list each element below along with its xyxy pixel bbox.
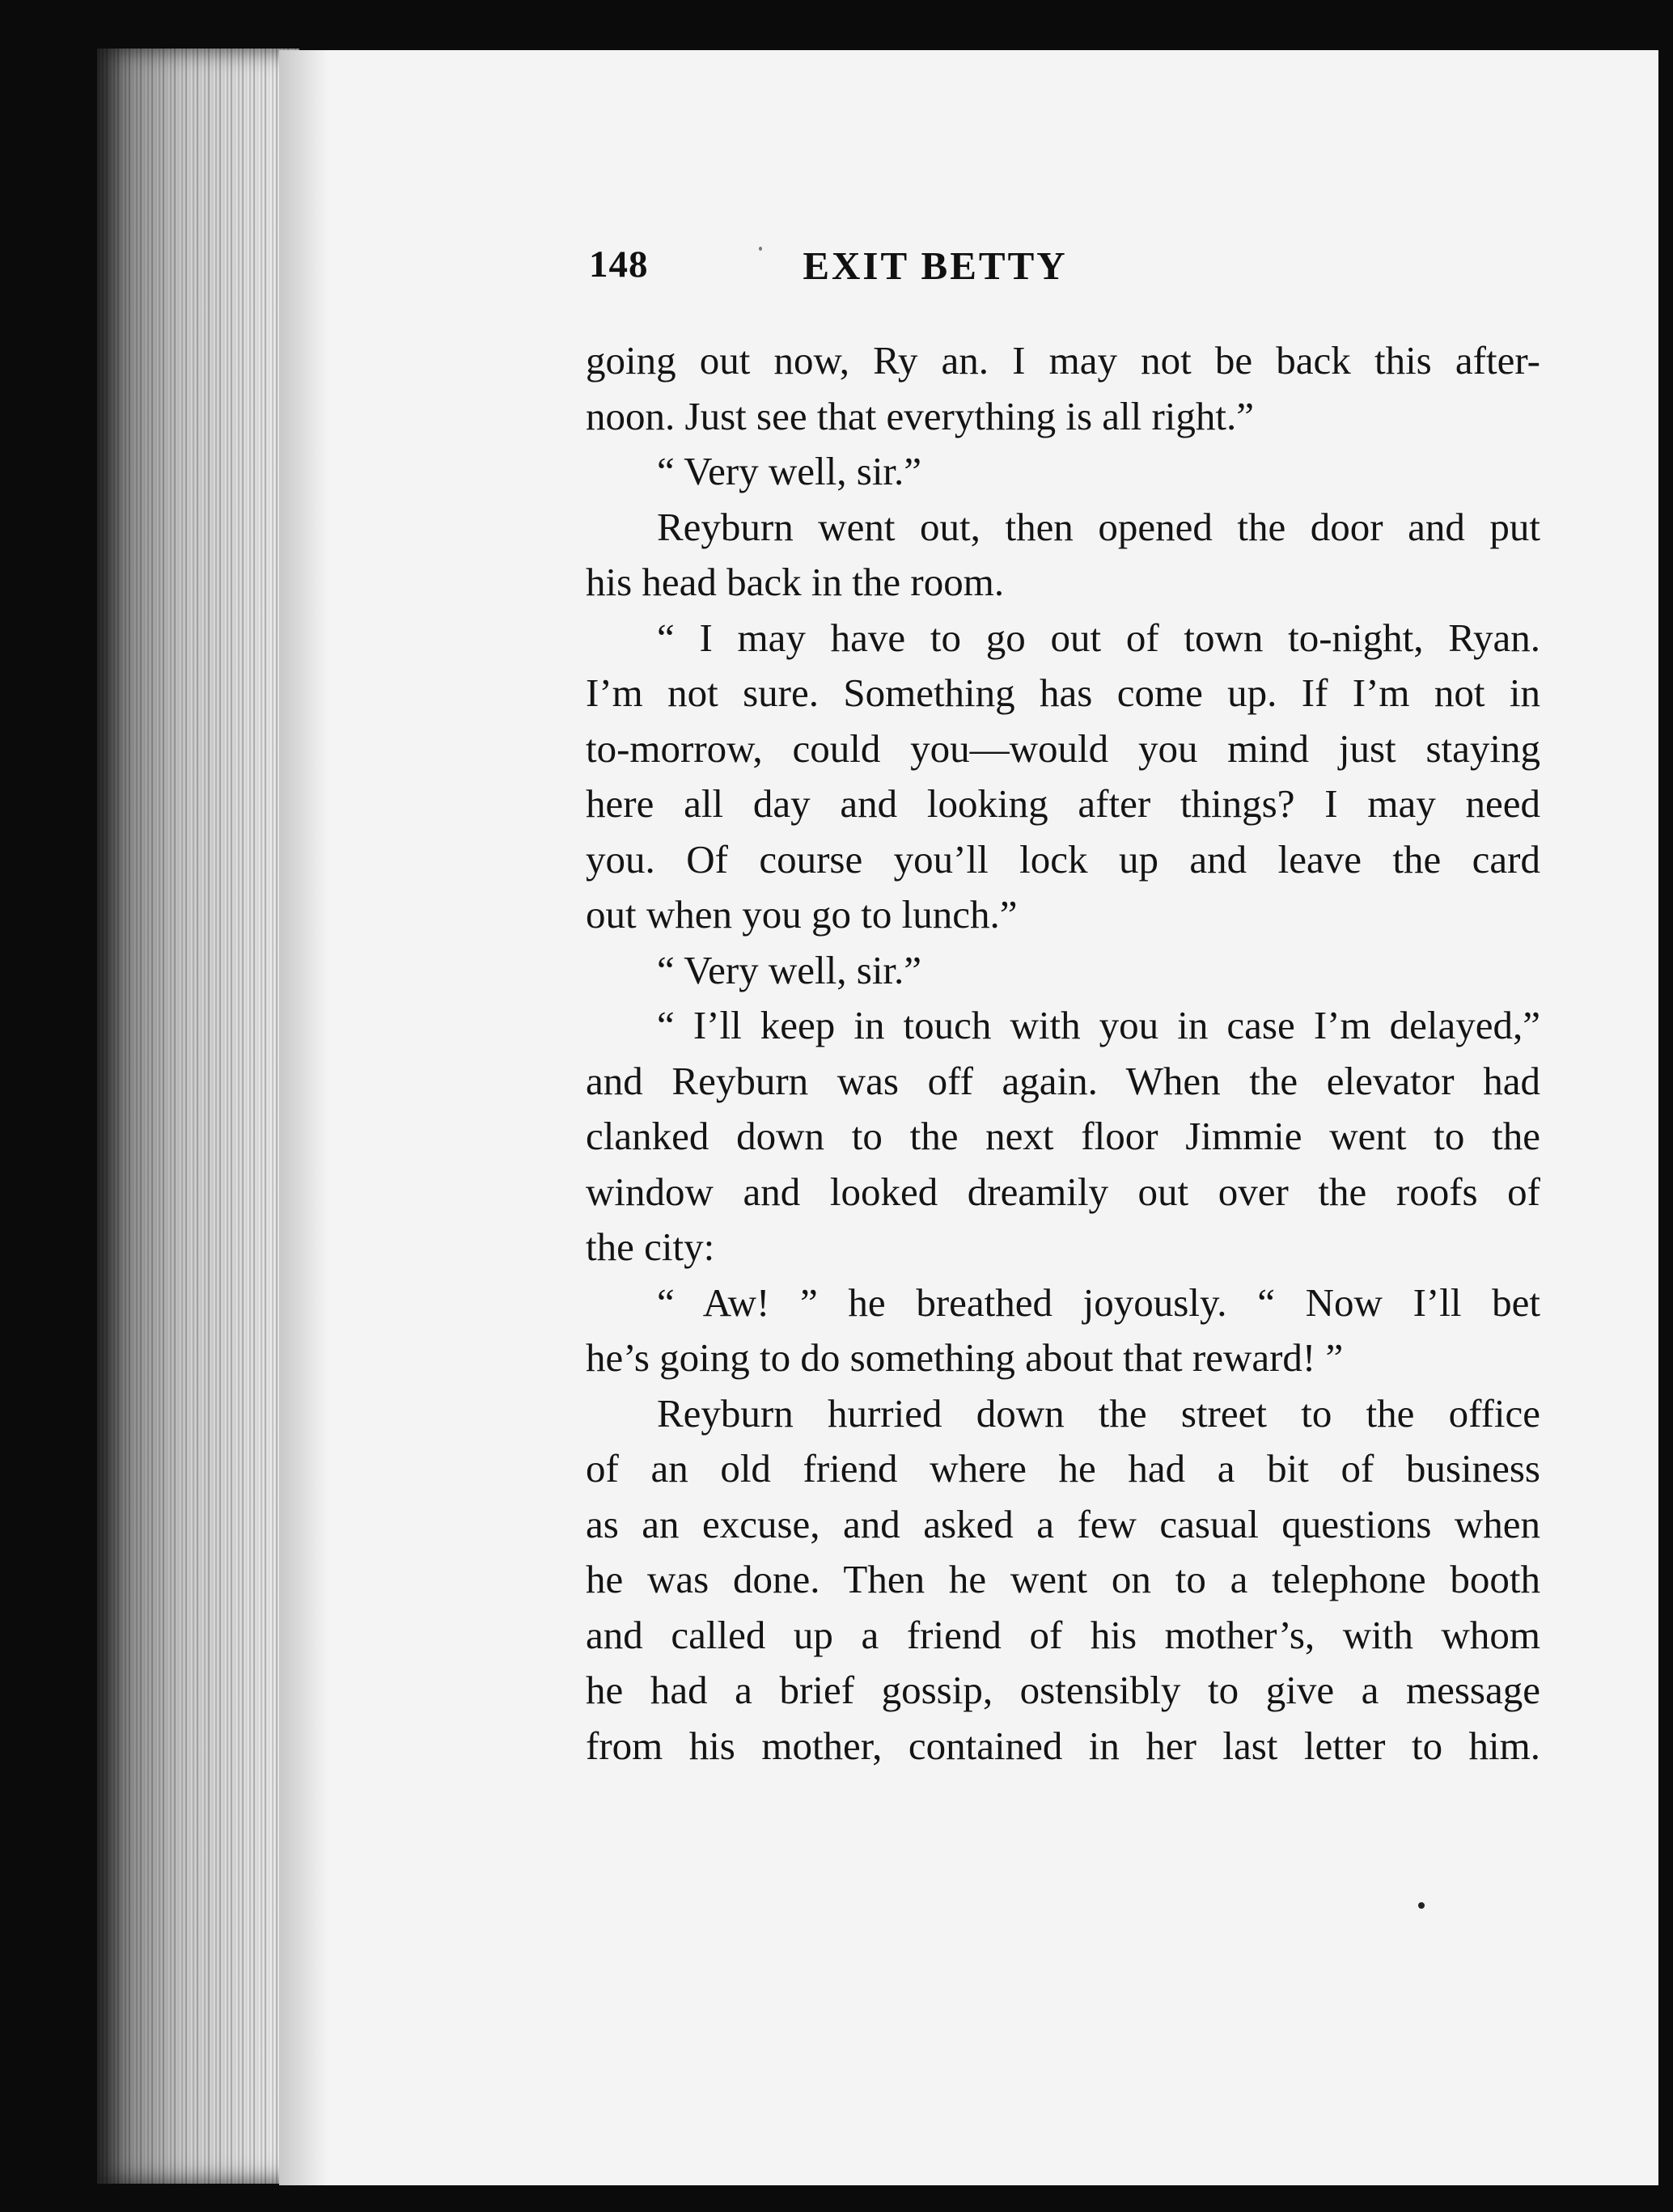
text-line: window and looked dreamily out over the roofs of [586,1169,1540,1214]
text-line: he’s going to do something about that reward! ” [586,1335,1344,1380]
text-line: as an excuse, and asked a few casual questions when [586,1501,1540,1546]
running-title: EXIT BETTY [803,243,1068,288]
print-speck [1418,1902,1425,1909]
print-speck [759,247,762,251]
gutter-shadow [279,50,328,2185]
text-line: out when you go to lunch.” [586,892,1018,937]
text-line: to-morrow, could you—would you mind just staying [586,725,1540,771]
text-line: and called up a friend of his mother’s, with whom [586,1612,1540,1657]
text-line: “ I may have to go out of town to-night, Ryan. [657,615,1540,660]
body-text [586,333,1540,1774]
page-number: 148 [589,243,649,285]
text-line: noon. Just see that everything is all right.” [586,393,1255,438]
text-line: “ Very well, sir.” [657,947,922,992]
text-line: clanked down to the next floor Jimmie went to the [586,1114,1540,1158]
text-line: of an old friend where he had a bit of business [586,1446,1540,1491]
text-line: the city: [586,1224,715,1269]
running-head [589,243,1204,307]
text-line: Reyburn went out, then opened the door and put [657,504,1540,549]
text-line: Reyburn hurried down the street to the office [657,1390,1540,1436]
text-line: his head back in the room. [586,560,1005,604]
text-line: I’m not sure. Something has come up. If I’m not in [586,670,1540,715]
text-line: he was done. Then he went on to a telephone booth [586,1557,1540,1601]
text-line: here all day and looking after things? I may need [586,781,1540,826]
text-line: and Reyburn was off again. When the elevator had [586,1058,1540,1103]
text-line: you. Of course you’ll lock up and leave the card [586,836,1540,882]
book-page-edges [97,49,299,2184]
text-line: going out now, Ry an. I may not be back this after- [586,338,1540,383]
text-line: “ Very well, sir.” [657,449,922,493]
text-line: he had a brief gossip, ostensibly to give a message [586,1668,1540,1712]
text-line: “ I’ll keep in touch with you in case I’m delayed,” [657,1003,1540,1047]
text-line: from his mother, contained in her last letter to him. [586,1723,1540,1768]
text-line: “ Aw! ” he breathed joyously. “ Now I’ll bet [657,1279,1540,1325]
